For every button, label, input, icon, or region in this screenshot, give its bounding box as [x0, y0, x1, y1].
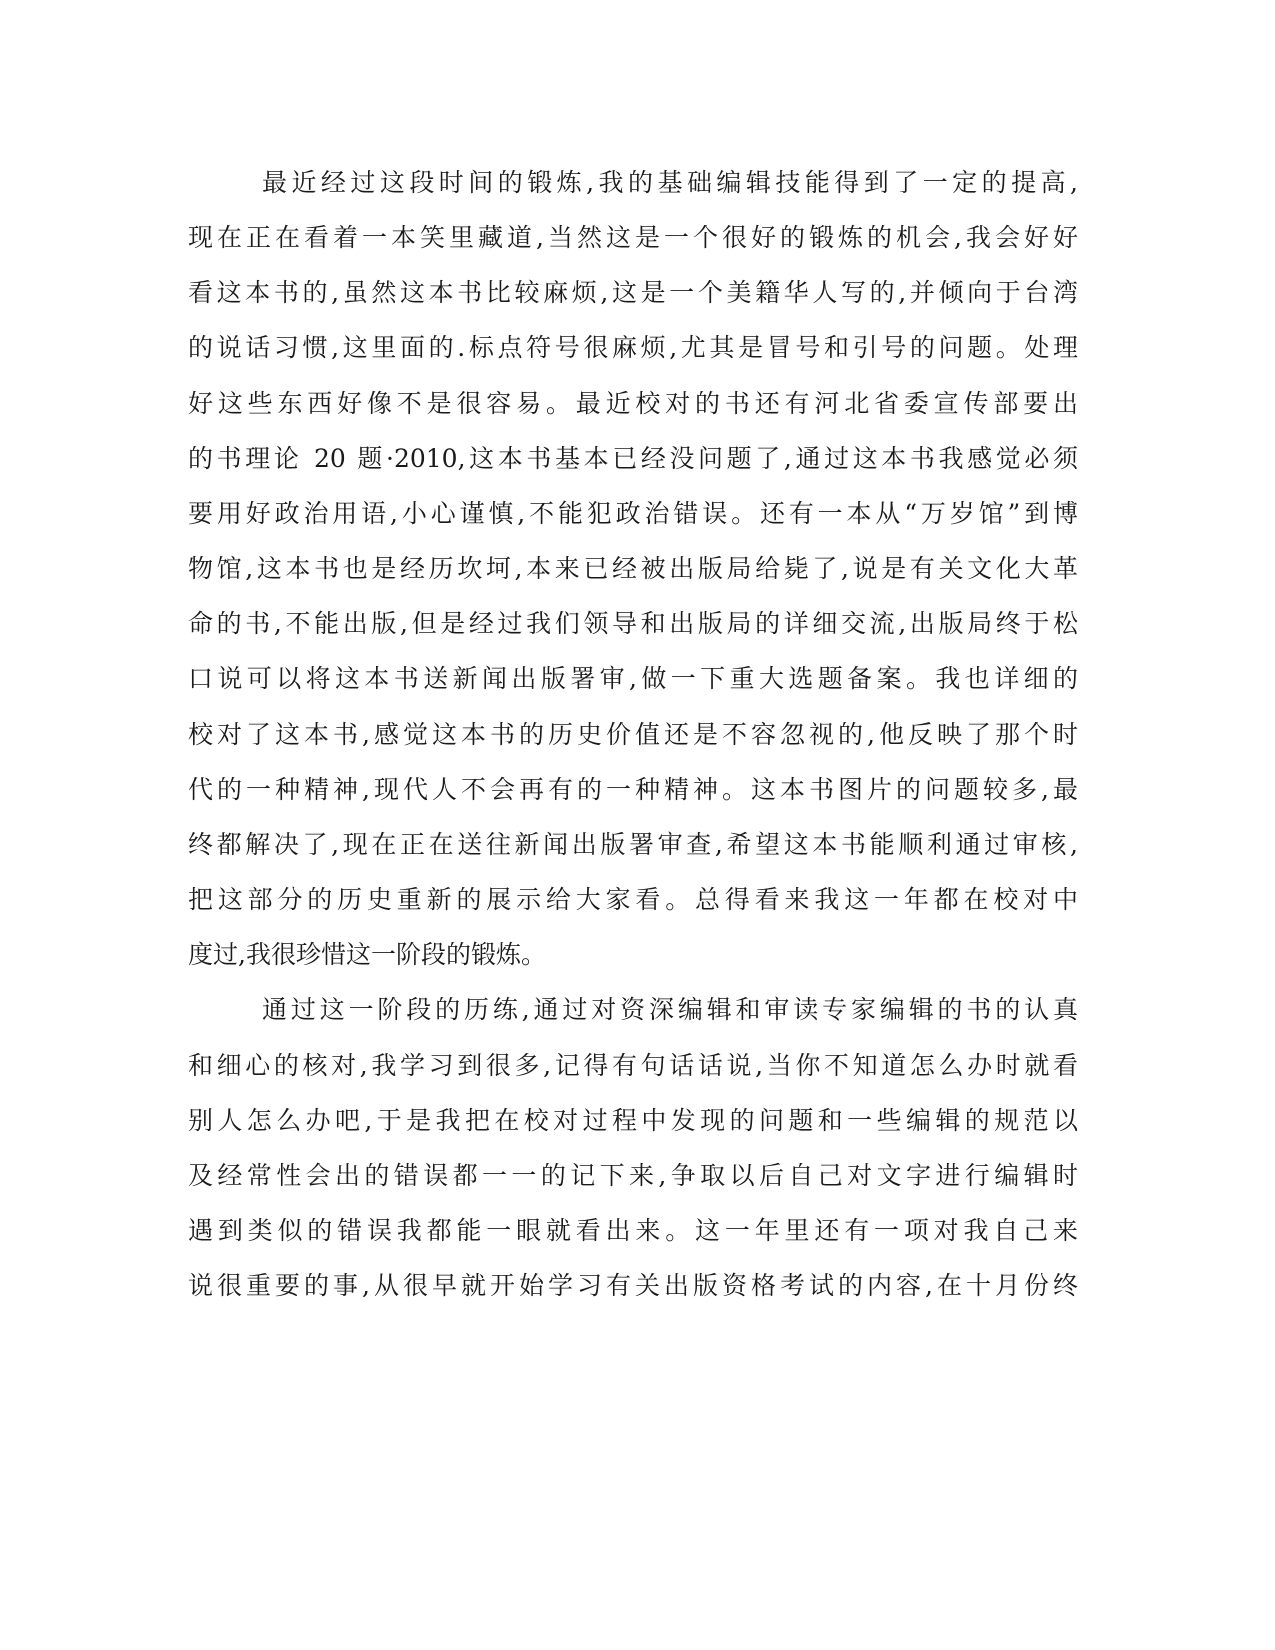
paragraph-1-line-3: 看这本书的,虽然这本书比较麻烦,这是一个美籍华人写的,并倾向于台湾	[188, 278, 1078, 307]
paragraph-2-line-1: 通过这一阶段的历练,通过对资深编辑和审读专家编辑的书的认真	[262, 995, 1078, 1024]
paragraph-1-line-15: 度过,我很珍惜这一阶段的锻炼。	[188, 940, 546, 969]
paragraph-2-line-2: 和细心的核对,我学习到很多,记得有句话话说,当你不知道怎么办时就看	[188, 1051, 1078, 1080]
paragraph-2-line-4: 及经常性会出的错误都一一的记下来,争取以后自己对文字进行编辑时	[188, 1161, 1078, 1190]
paragraph-1-line-7: 要用好政治用语,小心谨慎,不能犯政治错误。还有一本从“万岁馆”到博	[188, 499, 1078, 528]
paragraph-1-line-1: 最近经过这段时间的锻炼,我的基础编辑技能得到了一定的提高,	[262, 168, 1078, 197]
paragraph-1-line-10: 口说可以将这本书送新闻出版署审,做一下重大选题备案。我也详细的	[188, 664, 1078, 693]
paragraph-1-line-4: 的说话习惯,这里面的.标点符号很麻烦,尤其是冒号和引号的问题。处理	[188, 333, 1078, 362]
paragraph-1-line-5: 好这些东西好像不是很容易。最近校对的书还有河北省委宣传部要出	[188, 389, 1078, 418]
paragraph-1-line-6: 的书理论 20 题·2010,这本书基本已经没问题了,通过这本书我感觉必须	[188, 444, 1078, 473]
paragraph-1-line-11: 校对了这本书,感觉这本书的历史价值还是不容忽视的,他反映了那个时	[188, 720, 1078, 749]
paragraph-1-line-8: 物馆,这本书也是经历坎坷,本来已经被出版局给毙了,说是有关文化大革	[188, 554, 1078, 583]
paragraph-1-line-12: 代的一种精神,现代人不会再有的一种精神。这本书图片的问题较多,最	[188, 775, 1078, 804]
paragraph-1-line-13: 终都解决了,现在正在送往新闻出版署审查,希望这本书能顺利通过审核,	[188, 830, 1078, 859]
paragraph-2-line-3: 别人怎么办吧,于是我把在校对过程中发现的问题和一些编辑的规范以	[188, 1106, 1078, 1135]
paragraph-2-line-5: 遇到类似的错误我都能一眼就看出来。这一年里还有一项对我自己来	[188, 1216, 1078, 1245]
paragraph-2-line-6: 说很重要的事,从很早就开始学习有关出版资格考试的内容,在十月份终	[188, 1271, 1078, 1300]
paragraph-1-line-14: 把这部分的历史重新的展示给大家看。总得看来我这一年都在校对中	[188, 885, 1078, 914]
paragraph-1-line-2: 现在正在看着一本笑里藏道,当然这是一个很好的锻炼的机会,我会好好	[188, 223, 1078, 252]
paragraph-1-line-9: 命的书,不能出版,但是经过我们领导和出版局的详细交流,出版局终于松	[188, 609, 1078, 638]
